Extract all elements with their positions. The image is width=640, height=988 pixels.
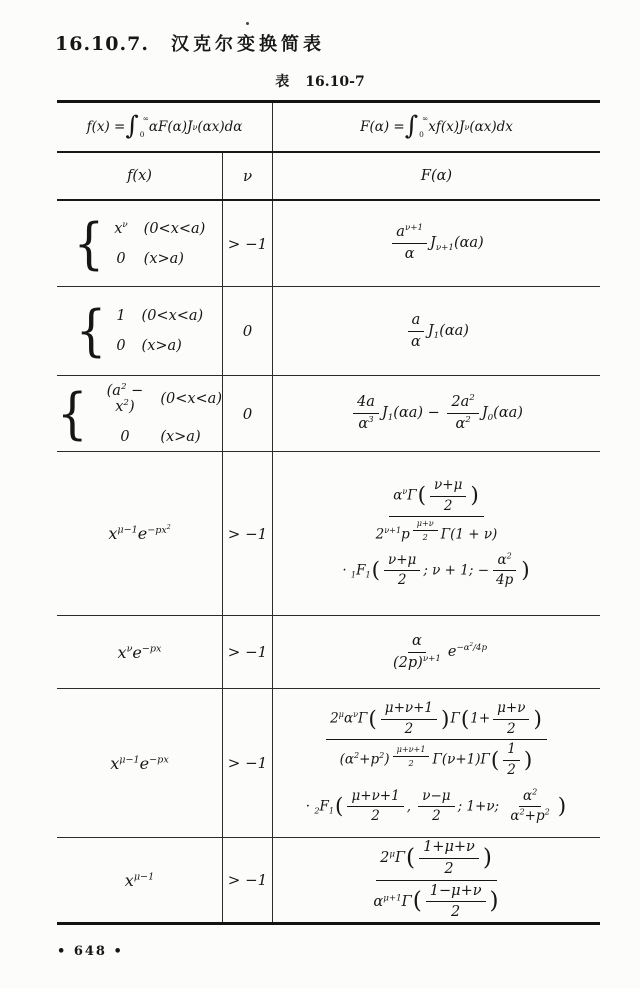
case-value: 0 [116, 338, 126, 354]
table-row [57, 837, 600, 922]
cases-brace: { [57, 381, 88, 446]
case-condition: (0<x<a) [143, 220, 206, 237]
section-number: 16.10.7. [55, 33, 149, 55]
section-title: 汉克尔变换简表 [170, 34, 325, 55]
table-row [57, 375, 600, 451]
cell-nu: > −1 [222, 689, 273, 837]
cell-F [273, 689, 600, 837]
case-value: 0 [116, 250, 126, 267]
cases-brace: { [73, 211, 105, 276]
cell-nu: > −1 [222, 616, 273, 688]
cell-F [273, 452, 600, 615]
case-value: 1 [116, 308, 126, 324]
cases-brace: { [75, 298, 107, 364]
case-value: 0 [120, 428, 130, 445]
cell-nu: > −1 [222, 201, 273, 286]
piecewise-definition [75, 298, 204, 364]
formula-stack [342, 478, 530, 589]
scan-speck [246, 22, 249, 25]
table-caption [0, 71, 640, 91]
cases-grid [98, 383, 222, 445]
formula: $\frac{a^{\nu+1}}{\alpha}$ $J_{\nu+1}(\alpha a)$ [389, 224, 483, 262]
cell-nu: > −1 [222, 452, 273, 615]
page-title [55, 30, 325, 56]
case-condition: (0<x<a) [141, 308, 204, 324]
cases-grid [114, 221, 205, 267]
formula-continuation: · $_1F_1$( $\frac{\nu+\mu}{2}$ ; ν + 1; − $\frac{\alpha^2}{4p}$ ) [342, 550, 530, 589]
formula: $x^\nu e^{-px}$ [117, 642, 162, 662]
cell-nu: 0 [222, 287, 273, 375]
cell-F [273, 287, 600, 375]
cases-grid [116, 308, 203, 354]
forward-transform-formula: F(α) = ∫ ∞ 0 xf(x)J ν (αx)dx [360, 111, 513, 142]
formula: $2^\mu\alpha^\nu\Gamma$( $\frac{\mu+\nu+1}{2}$ )Γ(1+ $\frac{\mu+\nu}{2}$ ) $(\alpha^2+p^2)$ $^{\frac{\mu+\nu+1}{2}}$ Γ(ν+1)Γ( $\frac{1}{2}$ ) [323, 701, 550, 778]
formula-stack [306, 701, 567, 824]
cell-fx [57, 616, 222, 688]
table-row [57, 688, 600, 837]
header-row-definitions [57, 103, 600, 151]
cell-fx [57, 838, 222, 922]
case-value: $x^\nu$ [114, 219, 128, 237]
column-header-nu: ν [222, 153, 273, 199]
cell-F [273, 376, 600, 451]
case-condition: (x>a) [160, 428, 201, 445]
piecewise-definition [57, 383, 222, 445]
page-number: • 648 • [57, 944, 124, 959]
hankel-transform-table [57, 100, 600, 925]
cell-F [273, 838, 600, 922]
cell-fx [57, 376, 222, 451]
cell-F [273, 616, 600, 688]
table-row [57, 199, 600, 286]
cell-fx [57, 287, 222, 375]
cell-nu: 0 [222, 376, 273, 451]
column-header-fx: f(x) [127, 168, 152, 184]
formula: $x^{\mu-1}e^{-px}$ [110, 753, 169, 773]
formula: $\frac{\alpha}{(2p)^{\nu+1}}$ $e^{-\alpha^2/4p}$ [392, 632, 487, 671]
cell-fx [57, 689, 222, 837]
case-condition: (x>a) [141, 338, 182, 354]
case-condition: (0<x<a) [160, 390, 222, 407]
formula-continuation: · $_2F_1$( $\frac{\mu+\nu+1}{2}$ , $\frac{\nu-\mu}{2}$ ; 1+ν; $\frac{\alpha^2}{\alpha^2+p^2}$ ) [305, 786, 567, 825]
cell-fx [57, 452, 222, 615]
table-row [57, 451, 600, 615]
case-condition: (x>a) [143, 250, 184, 267]
cell-fx [57, 201, 222, 286]
inverse-transform-formula: f(x) = ∫ ∞ 0 αF(α)J ν (αx)dα [57, 103, 273, 151]
case-value: $(a^2 - x^2)$ [106, 381, 144, 415]
formula: $\frac{a}{\alpha}$ $J_1(\alpha a)$ [404, 312, 469, 350]
formula: $x^{\mu-1}e^{-px^2}$ [108, 523, 171, 543]
formula: $x^{\mu-1}$ [124, 870, 155, 890]
caption-number: 16.10-7 [305, 74, 365, 90]
cell-F [273, 201, 600, 286]
piecewise-definition [73, 211, 206, 276]
formula: $2^\mu\Gamma$( $\frac{1+\mu+\nu}{2}$ ) $\alpha^{\mu+1}\Gamma$( $\frac{1-\mu+\nu}{2}$ ) [373, 839, 499, 921]
header-row-columns [57, 151, 600, 199]
table-row [57, 286, 600, 375]
table-row [57, 615, 600, 688]
formula: $\alpha^\nu\Gamma$( $\frac{\nu+\mu}{2}$ ) $2^{\nu+1}p$ $^{\frac{\mu+\nu}{2}}$ Γ(1 + ν) [375, 477, 498, 543]
formula: $\frac{4a}{\alpha^3}$ $J_1(\alpha a)$ − $\frac{2a^2}{\alpha^2}$ $J_0(\alpha a)$ [350, 394, 523, 432]
column-header-F-alpha: F(α) [420, 168, 453, 184]
caption-label: 表 [275, 74, 290, 90]
cell-nu: > −1 [222, 838, 273, 922]
